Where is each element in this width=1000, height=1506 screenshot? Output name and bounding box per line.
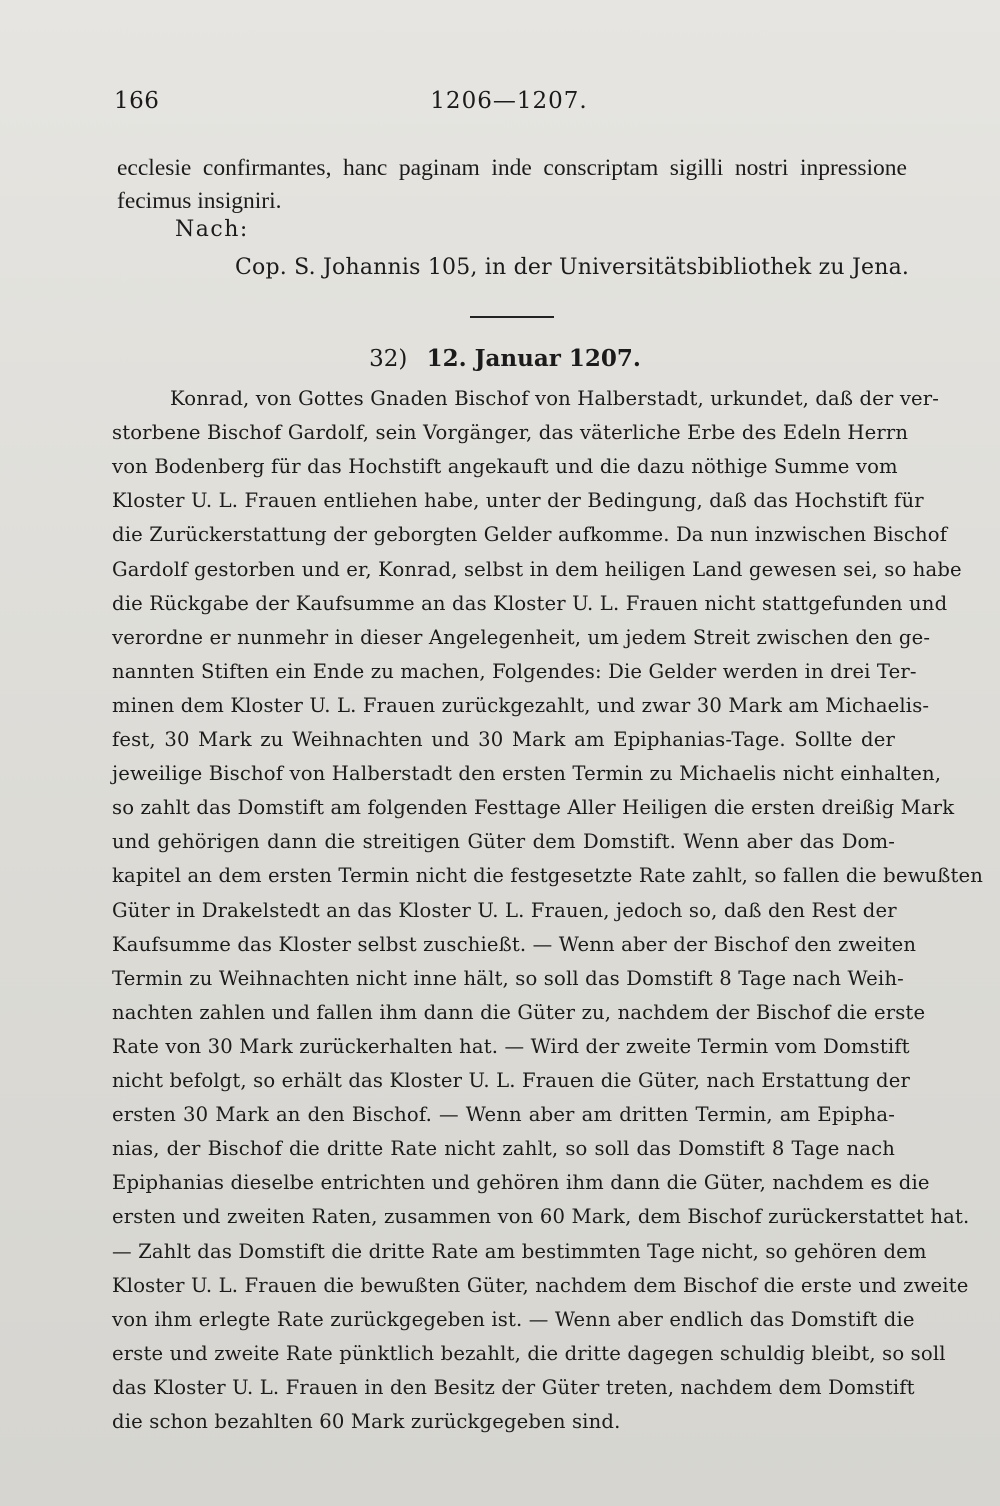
entry-number: 32): [369, 346, 408, 372]
body-line: erste und zweite Rate pünktlich bezahlt, die dritte dagegen schuldig bleibt, so soll: [112, 1341, 946, 1365]
body-line: kapitel an dem ersten Termin nicht die festgesetzte Rate zahlt, so fallen die bewußten: [112, 864, 984, 888]
body-line: das Kloster U. L. Frauen in den Besitz der Güter treten, nachdem dem Domstift: [112, 1375, 915, 1399]
body-line: nicht befolgt, so erhält das Kloster U. L. Frauen die Güter, nach Erstattung der: [112, 1069, 910, 1092]
body-line: nias, der Bischof die dritte Rate nicht zahlt, so soll das Domstift 8 Tage nach: [112, 1137, 895, 1161]
body-line: Rate von 30 Mark zurückerhalten hat. — Wird der zweite Termin vom Domstift: [112, 1034, 910, 1058]
body-line: von ihm erlegte Rate zurückgegeben ist. — Wenn aber endlich das Domstift die: [112, 1307, 915, 1331]
body-line: Epiphanias dieselbe entrichten und gehören ihm dann die Güter, nachdem es die: [112, 1171, 930, 1195]
body-line: die Zurückerstattung der geborgten Gelder aufkomme. Da nun inzwischen Bischof: [112, 523, 948, 547]
page-number: 166: [114, 88, 160, 114]
body-line: nachten zahlen und fallen ihm dann die Güter zu, nachdem der Bischof die erste: [112, 1000, 926, 1024]
source-label: Nach:: [175, 217, 249, 242]
body-line: storbene Bischof Gardolf, sein Vorgänger, das väterliche Erbe des Edeln Herrn: [112, 421, 909, 445]
body-line: Güter in Drakelstedt an das Kloster U. L. Frauen, jedoch so, daß den Rest der: [112, 898, 897, 922]
body-line: die Rückgabe der Kaufsumme an das Kloster U. L. Frauen nicht stattgefunden und: [112, 591, 948, 615]
body-line: Kaufsumme das Kloster selbst zuschießt. — Wenn aber der Bischof den zweiten: [112, 932, 917, 956]
body-line: minen dem Kloster U. L. Frauen zurückgezahlt, und zwar 30 Mark am Michaelis-: [112, 693, 930, 717]
body-line: fest, 30 Mark zu Weihnachten und 30 Mark am Epiphanias-Tage. Sollte der: [112, 728, 895, 751]
body-line: Kloster U. L. Frauen die bewußten Güter, nachdem dem Bischof die erste und zweite: [112, 1273, 969, 1297]
body-line: jeweilige Bischof von Halberstadt den ersten Termin zu Michaelis nicht einhalten,: [112, 762, 942, 786]
entry-date: 12. Januar 1207.: [426, 345, 641, 372]
body-line: ersten und zweiten Raten, zusammen von 60 Mark, dem Bischof zurückerstattet hat.: [112, 1205, 970, 1229]
body-line: ersten 30 Mark an den Bischof. — Wenn aber am dritten Termin, am Epipha-: [112, 1103, 895, 1127]
body-line: und gehörigen dann die streitigen Güter dem Domstift. Wenn aber das Dom-: [112, 830, 895, 854]
carryover-paragraph: ecclesie confirmantes, hanc paginam inde conscriptam sigilli nostri inpressione fecimus insigniri.: [117, 155, 907, 214]
running-head: 1206—1207.: [430, 88, 588, 114]
body-line: von Bodenberg für das Hochstift angekauft und die dazu nöthige Summe vom: [112, 455, 898, 479]
body-line: so zahlt das Domstift am folgenden Festtage Aller Heiligen die ersten dreißig Mark: [112, 796, 955, 820]
body-line: nannten Stiften ein Ende zu machen, Folgendes: Die Gelder werden in drei Ter-: [112, 659, 917, 683]
body-line: die schon bezahlten 60 Mark zurückgegeben sind.: [112, 1410, 621, 1433]
body-line: — Zahlt das Domstift die dritte Rate am bestimmten Tage nicht, so gehören dem: [112, 1239, 927, 1263]
body-line: verordne er nunmehr in dieser Angelegenheit, um jedem Streit zwischen den ge-: [112, 625, 931, 649]
body-line: Kloster U. L. Frauen entliehen habe, unter der Bedingung, daß das Hochstift für: [112, 489, 924, 513]
source-citation: Cop. S. Johannis 105, in der Universitätsbibliothek zu Jena.: [235, 255, 910, 280]
body-line: Termin zu Weihnachten nicht inne hält, so soll das Domstift 8 Tage nach Weih-: [112, 966, 904, 990]
body-line: Konrad, von Gottes Gnaden Bischof von Halberstadt, urkundet, daß der ver-: [170, 387, 940, 410]
body-line: Gardolf gestorben und er, Konrad, selbst in dem heiligen Land gewesen sei, so habe: [112, 557, 962, 581]
